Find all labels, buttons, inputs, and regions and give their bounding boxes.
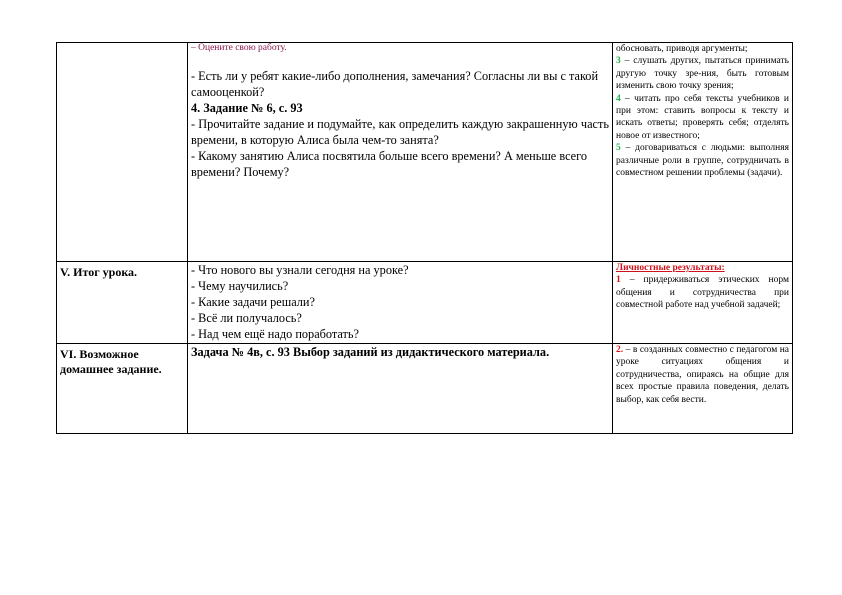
table-row <box>57 344 793 434</box>
result-number: 2. <box>616 345 624 355</box>
result-text: – в созданных совместно с педагогом на уроке ситуациях общения и сотрудничества, опираясь на общие для всех простые правила поведения, делать выбор, как себя вести. <box>616 345 789 405</box>
question-text: - Какому занятию Алиса посвятила больше всего времени? А меньше всего времени? Почему? <box>191 149 588 179</box>
content-cell <box>188 344 613 434</box>
table-row <box>57 43 793 262</box>
result-item <box>616 344 789 406</box>
content-cell <box>188 262 613 344</box>
result-number: 5 <box>616 143 621 154</box>
results-cell <box>613 344 793 434</box>
result-number: 3 <box>616 56 621 67</box>
lesson-plan-table <box>56 42 793 434</box>
results-cell <box>613 43 793 262</box>
result-text: обосновать, приводя аргументы; <box>616 44 748 54</box>
result-number: 1 <box>616 275 621 286</box>
question-text: - Какие задачи решали? <box>191 295 315 309</box>
question-text: - Есть ли у ребят какие-либо дополнения, замечания? Согласны ли вы с такой самооценкой? <box>191 69 599 99</box>
question-text: - Над чем ещё надо поработать? <box>191 327 359 341</box>
result-text: – читать про себя тексты учебников и при этом: ставить вопросы к тексту и искать ответы; проверять себя; отделять новое от известного; <box>616 93 789 141</box>
result-item <box>616 55 789 92</box>
question-text: - Всё ли получалось? <box>191 311 302 325</box>
homework-task: Задача № 4в, с. 93 Выбор заданий из дидактического материала. <box>191 345 550 359</box>
question-text: - Что нового вы узнали сегодня на уроке? <box>191 263 409 277</box>
result-item <box>616 274 789 311</box>
self-assessment-note: – Оцените свою работу. <box>191 43 287 53</box>
stage-cell: VI. Возможное домашнее задание. <box>57 344 188 434</box>
result-text: – слушать других, пытаться принимать другую точку зре-ния, быть готовым изменить свою точку зрения; <box>616 56 789 92</box>
result-item <box>616 142 789 179</box>
results-cell <box>613 262 793 344</box>
question-text: - Чему научились? <box>191 279 289 293</box>
results-heading: Личностные результаты: <box>616 263 725 273</box>
question-text: - Прочитайте задание и подумайте, как определить каждую закрашенную часть времени, в которую Алиса была чем-то занята? <box>191 117 609 147</box>
result-item <box>616 93 789 143</box>
result-text: – придерживаться этических норм общения и сотрудничества при совместной работе над учебной задачей; <box>616 275 789 311</box>
result-text: – договариваться с людьми: выполняя различные роли в группе, сотрудничать в совместном решении проблемы (задачи). <box>616 143 789 179</box>
task-title: 4. Задание № 6, с. 93 <box>191 101 303 115</box>
stage-cell: V. Итог урока. <box>57 262 188 344</box>
content-cell <box>188 43 613 262</box>
stage-cell <box>57 43 188 262</box>
result-number: 4 <box>616 93 621 104</box>
table-row <box>57 262 793 344</box>
